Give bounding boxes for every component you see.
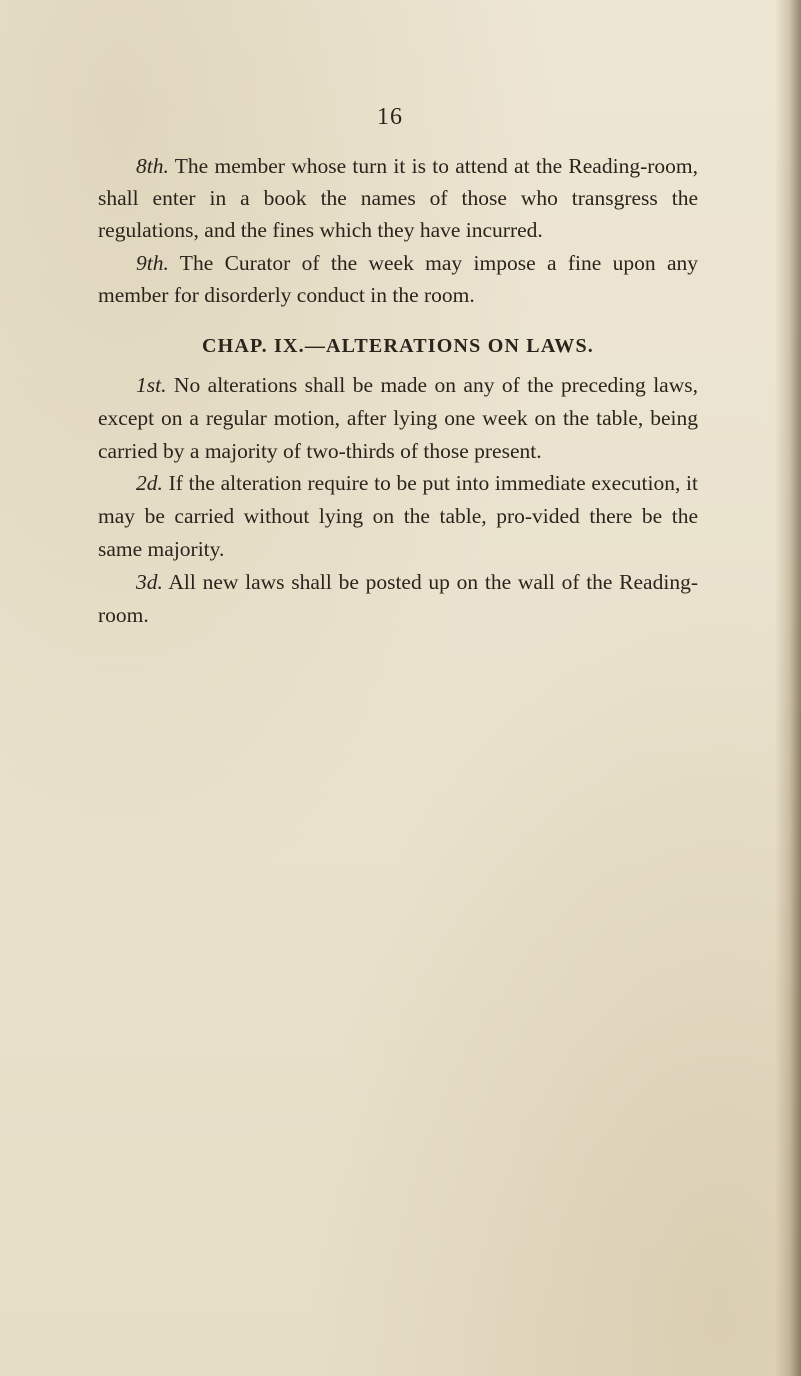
- rule-3d-label: 3d.: [136, 569, 163, 594]
- chapter-ix-body: [98, 369, 698, 631]
- rule-2d-label: 2d.: [136, 471, 163, 496]
- paragraph-8th-text: The member whose turn it is to attend at the Reading-room, shall enter in a book the names of those who transgress the regulations, and the fines which they have incurred.: [98, 154, 698, 243]
- rule-1st: [98, 369, 698, 467]
- paragraph-8th: [98, 150, 698, 247]
- rule-1st-text: No alterations shall be made on any of the preceding laws, except on a regular motion, after lying one week on the table, being carried by a majority of two-thirds of those present.: [98, 373, 698, 463]
- rule-2d-text: If the alteration require to be put into immediate execution, it may be carried without lying on the table, pro-vided there be the same majority.: [98, 471, 698, 561]
- rule-2d: [98, 467, 698, 565]
- rule-3d: [98, 566, 698, 632]
- page-body: [98, 150, 698, 631]
- paragraph-9th-label: 9th.: [136, 250, 169, 275]
- rule-1st-label: 1st.: [136, 373, 167, 398]
- paragraph-8th-label: 8th.: [136, 154, 169, 178]
- paragraph-9th-text: The Curator of the week may impose a fine upon any member for disorderly conduct in the room.: [98, 250, 698, 307]
- chapter-heading: CHAP. IX.—ALTERATIONS ON LAWS.: [201, 335, 594, 358]
- rule-3d-text: All new laws shall be posted up on the wall of the Reading-room.: [98, 569, 698, 627]
- paragraph-9th: [98, 247, 698, 311]
- page-number: 16: [377, 104, 403, 130]
- page-edge-shadow: [775, 0, 801, 1376]
